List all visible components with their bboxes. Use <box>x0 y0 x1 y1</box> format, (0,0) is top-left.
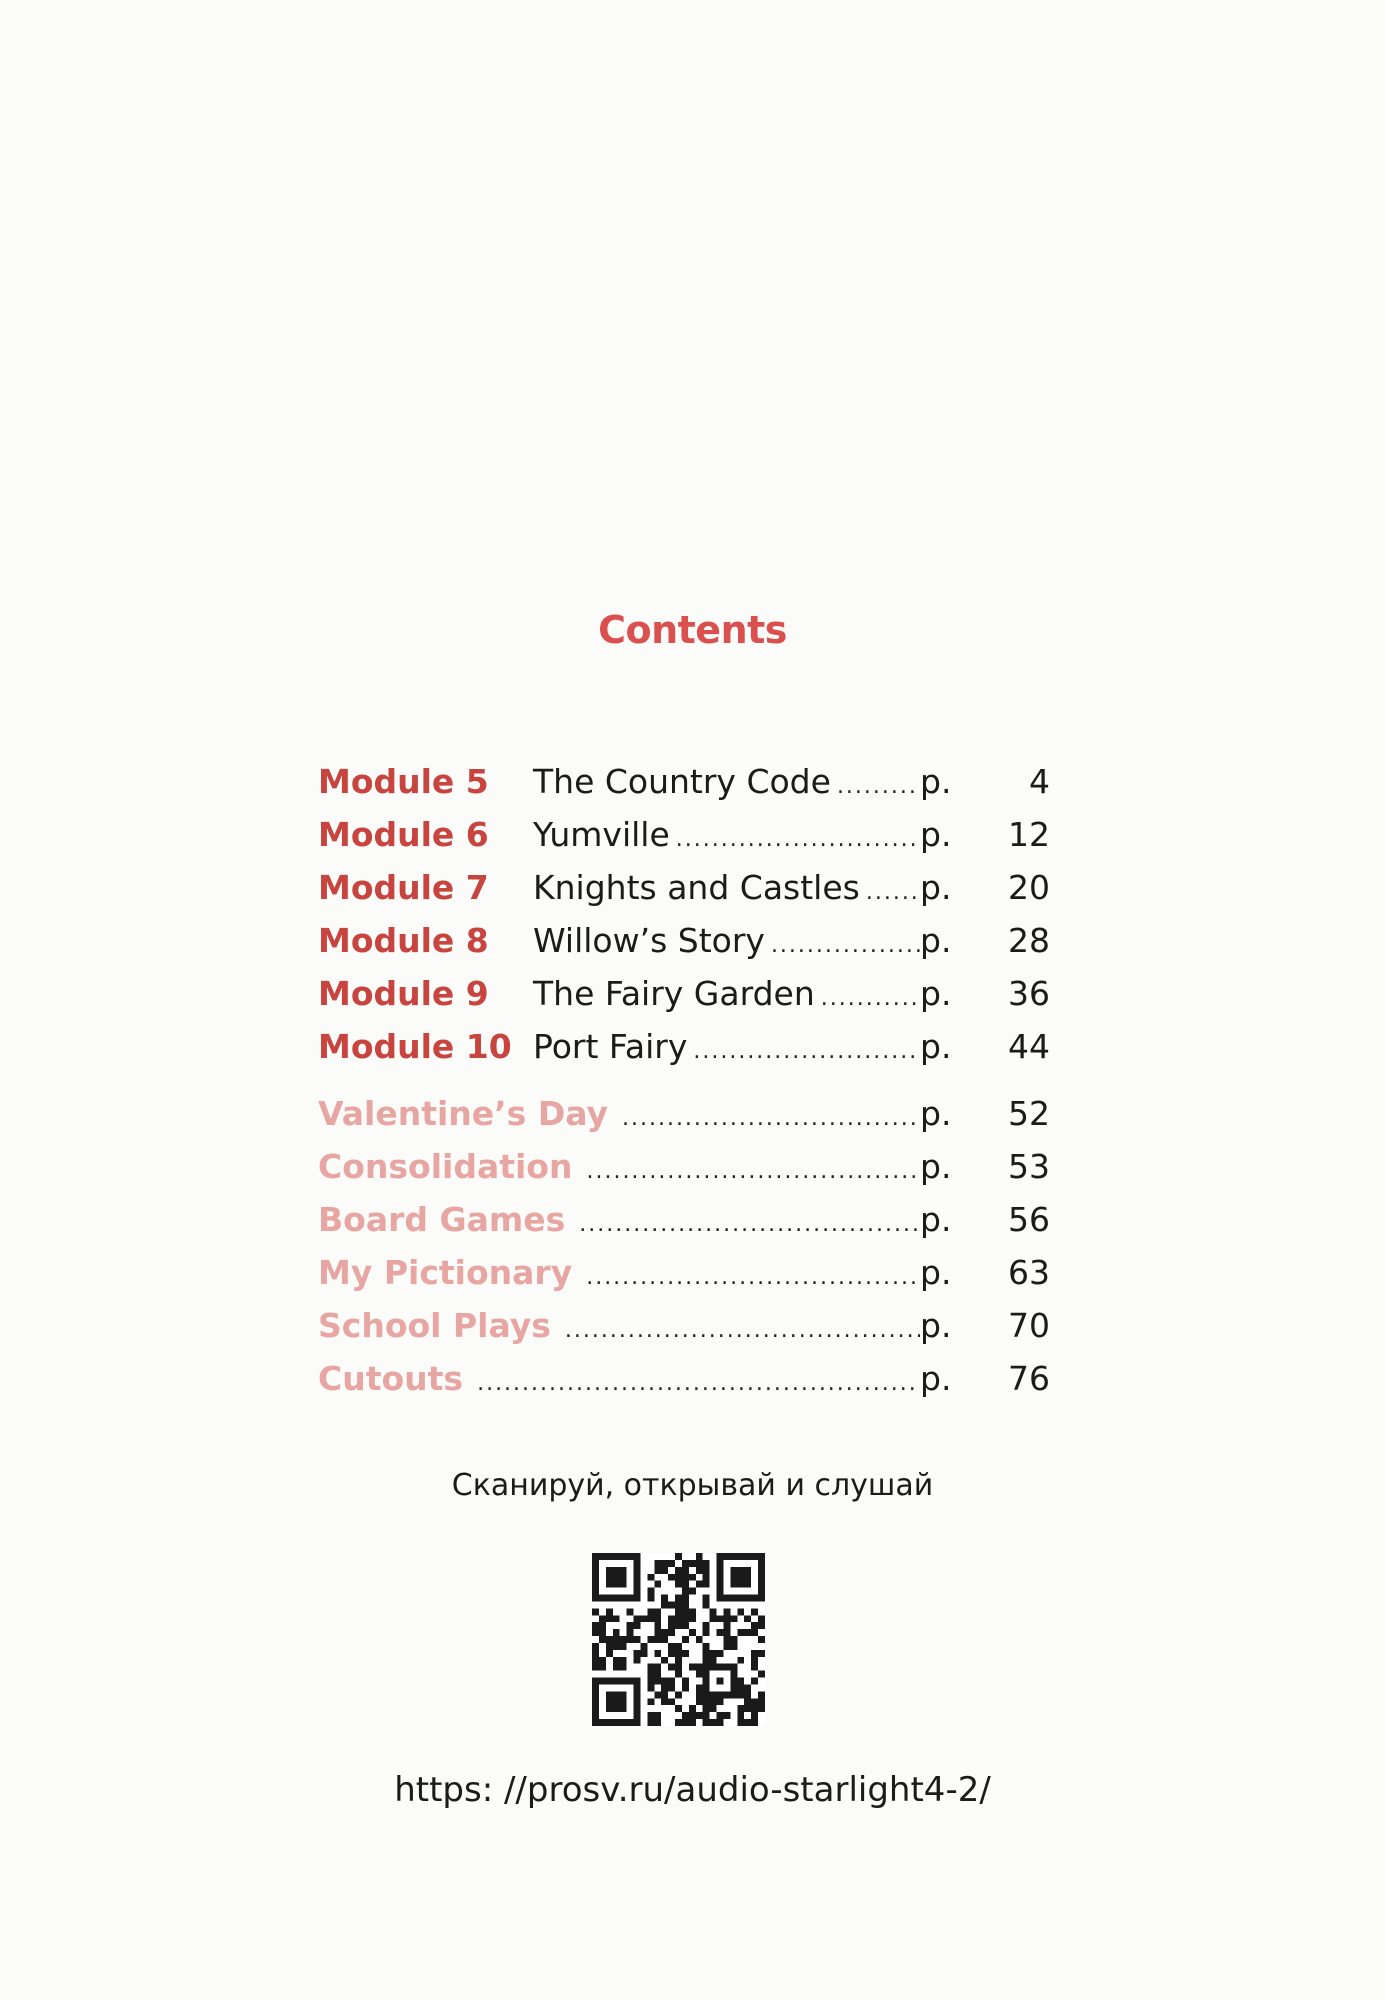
module-topic: The Fairy Garden <box>533 974 815 1013</box>
page-prefix: p. <box>920 921 952 960</box>
page-number: 20 <box>1008 868 1050 907</box>
dot-leader <box>831 774 920 799</box>
page-number: 4 <box>1029 762 1050 801</box>
page-number: 36 <box>1008 974 1050 1013</box>
page-prefix: p. <box>920 1094 952 1133</box>
dot-leader <box>471 1371 920 1396</box>
module-label: Module 8 <box>318 921 489 960</box>
page-prefix: p. <box>920 1359 952 1398</box>
page-number: 56 <box>1008 1200 1050 1239</box>
module-label: Module 7 <box>318 868 489 907</box>
section-label: Valentine’s Day <box>318 1094 608 1133</box>
page-number: 28 <box>1008 921 1050 960</box>
section-label: School Plays <box>318 1306 551 1345</box>
page-prefix: p. <box>920 815 952 854</box>
page-number: 76 <box>1008 1359 1050 1398</box>
dot-leader <box>765 933 920 958</box>
dot-leader <box>559 1318 920 1343</box>
page-prefix: p. <box>920 974 952 1013</box>
toc-row-module-9[interactable] <box>318 974 1050 1027</box>
dot-leader <box>580 1159 920 1184</box>
section-label: Cutouts <box>318 1359 464 1398</box>
dot-leader <box>580 1265 920 1290</box>
dot-leader <box>670 827 920 852</box>
audio-url-link[interactable]: https: //prosv.ru/audio-starlight4-2/ <box>394 1770 991 1810</box>
page-prefix: p. <box>920 1200 952 1239</box>
page-number: 44 <box>1008 1027 1050 1066</box>
module-topic: The Country Code <box>533 762 831 801</box>
modules-list <box>318 762 1050 1080</box>
toc-row-school-plays[interactable] <box>318 1306 1050 1359</box>
module-label: Module 6 <box>318 815 489 854</box>
module-label: Module 9 <box>318 974 489 1013</box>
module-topic: Yumville <box>533 815 670 854</box>
qr-code-graphic <box>592 1553 765 1726</box>
module-label: Module 5 <box>318 762 489 801</box>
page-prefix: p. <box>920 1253 952 1292</box>
toc-row-module-5[interactable] <box>318 762 1050 815</box>
page-title: Contents <box>598 608 787 652</box>
page-prefix: p. <box>920 868 952 907</box>
module-topic: Port Fairy <box>533 1027 688 1066</box>
dot-leader <box>860 880 920 905</box>
module-topic: Willow’s Story <box>533 921 765 960</box>
toc-row-board-games[interactable] <box>318 1200 1050 1253</box>
page-number: 52 <box>1008 1094 1050 1133</box>
toc-row-module-8[interactable] <box>318 921 1050 974</box>
page-number: 63 <box>1008 1253 1050 1292</box>
dot-leader <box>687 1039 920 1064</box>
scan-instruction: Сканируй, открывай и слушай <box>451 1468 934 1503</box>
section-label: My Pictionary <box>318 1253 573 1292</box>
qr-code-icon[interactable] <box>592 1553 765 1726</box>
page-number: 12 <box>1008 815 1050 854</box>
toc-row-consolidation[interactable] <box>318 1147 1050 1200</box>
page-prefix: p. <box>920 1306 952 1345</box>
page-number: 53 <box>1008 1147 1050 1186</box>
dot-leader <box>573 1212 920 1237</box>
page-prefix: p. <box>920 1027 952 1066</box>
toc-row-my-pictionary[interactable] <box>318 1253 1050 1306</box>
section-label: Consolidation <box>318 1147 573 1186</box>
page-prefix: p. <box>920 1147 952 1186</box>
dot-leader <box>815 986 920 1011</box>
toc-row-cutouts[interactable] <box>318 1359 1050 1412</box>
toc-row-module-10[interactable] <box>318 1027 1050 1080</box>
module-label: Module 10 <box>318 1027 512 1066</box>
page-number: 70 <box>1008 1306 1050 1345</box>
section-label: Board Games <box>318 1200 566 1239</box>
toc-row-module-7[interactable] <box>318 868 1050 921</box>
toc-row-module-6[interactable] <box>318 815 1050 868</box>
module-topic: Knights and Castles <box>533 868 860 907</box>
extras-list <box>318 1094 1050 1412</box>
page-prefix: p. <box>920 762 952 801</box>
toc-row-valentines-day[interactable] <box>318 1094 1050 1147</box>
dot-leader <box>616 1106 920 1131</box>
